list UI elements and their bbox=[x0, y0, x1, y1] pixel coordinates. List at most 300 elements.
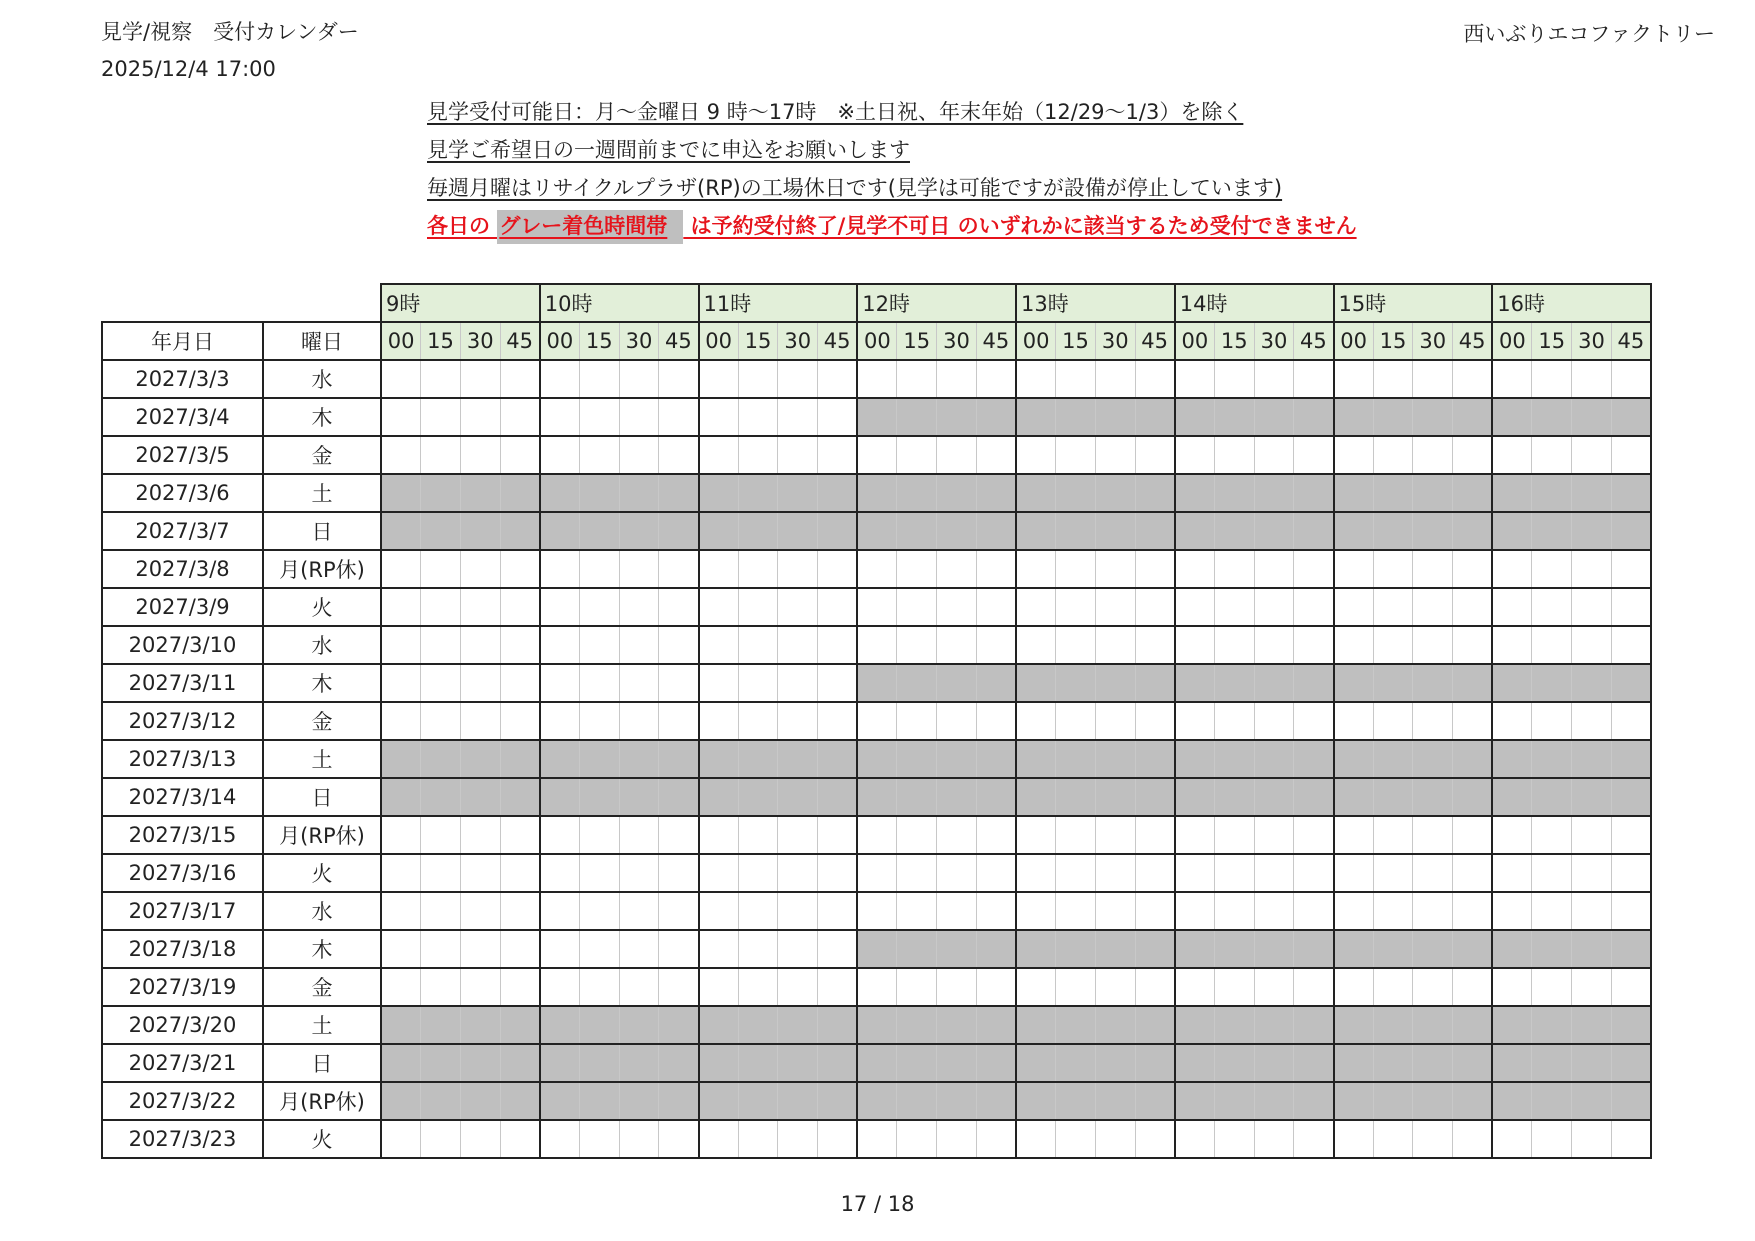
slot-available[interactable] bbox=[460, 968, 500, 1006]
slot-available[interactable] bbox=[1334, 588, 1374, 626]
slot-available[interactable] bbox=[500, 1120, 540, 1158]
slot-available[interactable] bbox=[1572, 816, 1612, 854]
slot-available[interactable] bbox=[857, 892, 897, 930]
slot-available[interactable] bbox=[1175, 550, 1215, 588]
slot-available[interactable] bbox=[540, 968, 580, 1006]
slot-available[interactable] bbox=[1373, 816, 1413, 854]
slot-available[interactable] bbox=[1175, 892, 1215, 930]
slot-available[interactable] bbox=[421, 930, 461, 968]
slot-available[interactable] bbox=[1453, 360, 1493, 398]
slot-available[interactable] bbox=[1214, 550, 1254, 588]
slot-available[interactable] bbox=[1572, 550, 1612, 588]
slot-available[interactable] bbox=[460, 360, 500, 398]
slot-available[interactable] bbox=[1373, 588, 1413, 626]
slot-available[interactable] bbox=[1016, 816, 1056, 854]
slot-available[interactable] bbox=[500, 436, 540, 474]
slot-available[interactable] bbox=[1294, 892, 1334, 930]
slot-available[interactable] bbox=[1095, 1120, 1135, 1158]
slot-available[interactable] bbox=[1611, 626, 1651, 664]
slot-available[interactable] bbox=[1492, 1120, 1532, 1158]
slot-available[interactable] bbox=[1373, 1120, 1413, 1158]
slot-available[interactable] bbox=[1135, 626, 1175, 664]
slot-available[interactable] bbox=[699, 664, 739, 702]
slot-available[interactable] bbox=[976, 1120, 1016, 1158]
slot-available[interactable] bbox=[1611, 436, 1651, 474]
slot-available[interactable] bbox=[500, 398, 540, 436]
slot-available[interactable] bbox=[738, 588, 778, 626]
slot-available[interactable] bbox=[421, 854, 461, 892]
slot-available[interactable] bbox=[1095, 816, 1135, 854]
slot-available[interactable] bbox=[937, 436, 977, 474]
slot-available[interactable] bbox=[500, 360, 540, 398]
slot-available[interactable] bbox=[579, 1120, 619, 1158]
slot-available[interactable] bbox=[738, 816, 778, 854]
slot-available[interactable] bbox=[976, 588, 1016, 626]
slot-available[interactable] bbox=[1572, 854, 1612, 892]
slot-available[interactable] bbox=[421, 550, 461, 588]
slot-available[interactable] bbox=[1611, 854, 1651, 892]
slot-available[interactable] bbox=[778, 360, 818, 398]
slot-available[interactable] bbox=[1175, 1120, 1215, 1158]
slot-available[interactable] bbox=[381, 816, 421, 854]
slot-available[interactable] bbox=[1572, 588, 1612, 626]
slot-available[interactable] bbox=[619, 702, 659, 740]
slot-available[interactable] bbox=[1413, 1120, 1453, 1158]
slot-available[interactable] bbox=[1492, 854, 1532, 892]
slot-available[interactable] bbox=[778, 816, 818, 854]
slot-available[interactable] bbox=[1532, 968, 1572, 1006]
slot-available[interactable] bbox=[1572, 702, 1612, 740]
slot-available[interactable] bbox=[1056, 702, 1096, 740]
slot-available[interactable] bbox=[500, 968, 540, 1006]
slot-available[interactable] bbox=[1016, 436, 1056, 474]
slot-available[interactable] bbox=[1572, 892, 1612, 930]
slot-available[interactable] bbox=[381, 398, 421, 436]
slot-available[interactable] bbox=[1056, 1120, 1096, 1158]
slot-available[interactable] bbox=[659, 398, 699, 436]
slot-available[interactable] bbox=[1056, 892, 1096, 930]
slot-available[interactable] bbox=[1532, 360, 1572, 398]
slot-available[interactable] bbox=[1095, 968, 1135, 1006]
slot-available[interactable] bbox=[1175, 588, 1215, 626]
slot-available[interactable] bbox=[778, 436, 818, 474]
slot-available[interactable] bbox=[1294, 702, 1334, 740]
slot-available[interactable] bbox=[937, 588, 977, 626]
slot-available[interactable] bbox=[1373, 854, 1413, 892]
slot-available[interactable] bbox=[818, 436, 858, 474]
slot-available[interactable] bbox=[1135, 968, 1175, 1006]
slot-available[interactable] bbox=[976, 550, 1016, 588]
slot-available[interactable] bbox=[1373, 702, 1413, 740]
slot-available[interactable] bbox=[1135, 816, 1175, 854]
slot-available[interactable] bbox=[659, 968, 699, 1006]
slot-available[interactable] bbox=[1056, 550, 1096, 588]
slot-available[interactable] bbox=[421, 892, 461, 930]
slot-available[interactable] bbox=[897, 360, 937, 398]
slot-available[interactable] bbox=[857, 854, 897, 892]
slot-available[interactable] bbox=[897, 436, 937, 474]
slot-available[interactable] bbox=[381, 588, 421, 626]
slot-available[interactable] bbox=[579, 930, 619, 968]
slot-available[interactable] bbox=[381, 968, 421, 1006]
slot-available[interactable] bbox=[1572, 1120, 1612, 1158]
slot-available[interactable] bbox=[1294, 360, 1334, 398]
slot-available[interactable] bbox=[540, 930, 580, 968]
slot-available[interactable] bbox=[778, 398, 818, 436]
slot-available[interactable] bbox=[500, 550, 540, 588]
slot-available[interactable] bbox=[421, 816, 461, 854]
slot-available[interactable] bbox=[937, 626, 977, 664]
slot-available[interactable] bbox=[1294, 816, 1334, 854]
slot-available[interactable] bbox=[818, 360, 858, 398]
slot-available[interactable] bbox=[976, 360, 1016, 398]
slot-available[interactable] bbox=[381, 626, 421, 664]
slot-available[interactable] bbox=[1492, 816, 1532, 854]
slot-available[interactable] bbox=[1532, 892, 1572, 930]
slot-available[interactable] bbox=[1532, 816, 1572, 854]
slot-available[interactable] bbox=[818, 550, 858, 588]
slot-available[interactable] bbox=[937, 892, 977, 930]
slot-available[interactable] bbox=[421, 360, 461, 398]
slot-available[interactable] bbox=[1413, 816, 1453, 854]
slot-available[interactable] bbox=[1492, 436, 1532, 474]
slot-available[interactable] bbox=[699, 626, 739, 664]
slot-available[interactable] bbox=[1095, 550, 1135, 588]
slot-available[interactable] bbox=[659, 1120, 699, 1158]
slot-available[interactable] bbox=[579, 702, 619, 740]
slot-available[interactable] bbox=[1016, 1120, 1056, 1158]
slot-available[interactable] bbox=[857, 816, 897, 854]
slot-available[interactable] bbox=[1095, 626, 1135, 664]
slot-available[interactable] bbox=[1214, 588, 1254, 626]
slot-available[interactable] bbox=[1016, 588, 1056, 626]
slot-available[interactable] bbox=[1135, 588, 1175, 626]
slot-available[interactable] bbox=[778, 702, 818, 740]
slot-available[interactable] bbox=[1254, 892, 1294, 930]
slot-available[interactable] bbox=[1532, 436, 1572, 474]
slot-available[interactable] bbox=[540, 360, 580, 398]
slot-available[interactable] bbox=[1175, 360, 1215, 398]
slot-available[interactable] bbox=[619, 892, 659, 930]
slot-available[interactable] bbox=[540, 436, 580, 474]
slot-available[interactable] bbox=[460, 398, 500, 436]
slot-available[interactable] bbox=[460, 436, 500, 474]
slot-available[interactable] bbox=[1214, 626, 1254, 664]
slot-available[interactable] bbox=[421, 398, 461, 436]
slot-available[interactable] bbox=[1373, 436, 1413, 474]
slot-available[interactable] bbox=[1453, 702, 1493, 740]
slot-available[interactable] bbox=[1532, 588, 1572, 626]
slot-available[interactable] bbox=[1294, 854, 1334, 892]
slot-available[interactable] bbox=[1254, 1120, 1294, 1158]
slot-available[interactable] bbox=[1056, 626, 1096, 664]
slot-available[interactable] bbox=[500, 664, 540, 702]
slot-available[interactable] bbox=[500, 626, 540, 664]
slot-available[interactable] bbox=[460, 816, 500, 854]
slot-available[interactable] bbox=[1334, 360, 1374, 398]
slot-available[interactable] bbox=[1254, 550, 1294, 588]
slot-available[interactable] bbox=[1175, 702, 1215, 740]
slot-available[interactable] bbox=[579, 398, 619, 436]
slot-available[interactable] bbox=[937, 550, 977, 588]
slot-available[interactable] bbox=[778, 664, 818, 702]
slot-available[interactable] bbox=[381, 436, 421, 474]
slot-available[interactable] bbox=[937, 702, 977, 740]
slot-available[interactable] bbox=[619, 664, 659, 702]
slot-available[interactable] bbox=[1334, 626, 1374, 664]
slot-available[interactable] bbox=[421, 588, 461, 626]
slot-available[interactable] bbox=[1175, 854, 1215, 892]
slot-available[interactable] bbox=[937, 854, 977, 892]
slot-available[interactable] bbox=[1611, 550, 1651, 588]
slot-available[interactable] bbox=[1453, 436, 1493, 474]
slot-available[interactable] bbox=[857, 550, 897, 588]
slot-available[interactable] bbox=[579, 892, 619, 930]
slot-available[interactable] bbox=[1254, 816, 1294, 854]
slot-available[interactable] bbox=[381, 550, 421, 588]
slot-available[interactable] bbox=[857, 1120, 897, 1158]
slot-available[interactable] bbox=[659, 588, 699, 626]
slot-available[interactable] bbox=[1373, 550, 1413, 588]
slot-available[interactable] bbox=[897, 892, 937, 930]
slot-available[interactable] bbox=[460, 1120, 500, 1158]
slot-available[interactable] bbox=[460, 854, 500, 892]
slot-available[interactable] bbox=[1611, 702, 1651, 740]
slot-available[interactable] bbox=[381, 360, 421, 398]
slot-available[interactable] bbox=[1294, 1120, 1334, 1158]
slot-available[interactable] bbox=[460, 892, 500, 930]
slot-available[interactable] bbox=[897, 550, 937, 588]
slot-available[interactable] bbox=[738, 664, 778, 702]
slot-available[interactable] bbox=[818, 854, 858, 892]
slot-available[interactable] bbox=[699, 436, 739, 474]
slot-available[interactable] bbox=[1294, 626, 1334, 664]
slot-available[interactable] bbox=[937, 968, 977, 1006]
slot-available[interactable] bbox=[857, 968, 897, 1006]
slot-available[interactable] bbox=[1135, 360, 1175, 398]
slot-available[interactable] bbox=[1492, 588, 1532, 626]
slot-available[interactable] bbox=[818, 626, 858, 664]
slot-available[interactable] bbox=[1492, 550, 1532, 588]
slot-available[interactable] bbox=[1056, 968, 1096, 1006]
slot-available[interactable] bbox=[460, 664, 500, 702]
slot-available[interactable] bbox=[500, 816, 540, 854]
slot-available[interactable] bbox=[778, 626, 818, 664]
slot-available[interactable] bbox=[976, 816, 1016, 854]
slot-available[interactable] bbox=[818, 664, 858, 702]
slot-available[interactable] bbox=[1532, 626, 1572, 664]
slot-available[interactable] bbox=[1611, 892, 1651, 930]
slot-available[interactable] bbox=[937, 816, 977, 854]
slot-available[interactable] bbox=[1532, 854, 1572, 892]
slot-available[interactable] bbox=[1016, 702, 1056, 740]
slot-available[interactable] bbox=[1214, 702, 1254, 740]
slot-available[interactable] bbox=[1413, 854, 1453, 892]
slot-available[interactable] bbox=[897, 702, 937, 740]
slot-available[interactable] bbox=[579, 436, 619, 474]
slot-available[interactable] bbox=[1532, 1120, 1572, 1158]
slot-available[interactable] bbox=[857, 626, 897, 664]
slot-available[interactable] bbox=[778, 854, 818, 892]
slot-available[interactable] bbox=[738, 892, 778, 930]
slot-available[interactable] bbox=[1373, 892, 1413, 930]
slot-available[interactable] bbox=[699, 702, 739, 740]
slot-available[interactable] bbox=[540, 398, 580, 436]
slot-available[interactable] bbox=[1294, 550, 1334, 588]
slot-available[interactable] bbox=[1453, 588, 1493, 626]
slot-available[interactable] bbox=[659, 892, 699, 930]
slot-available[interactable] bbox=[1373, 360, 1413, 398]
slot-available[interactable] bbox=[381, 854, 421, 892]
slot-available[interactable] bbox=[818, 968, 858, 1006]
slot-available[interactable] bbox=[1492, 702, 1532, 740]
slot-available[interactable] bbox=[738, 436, 778, 474]
slot-available[interactable] bbox=[1492, 626, 1532, 664]
slot-available[interactable] bbox=[1175, 968, 1215, 1006]
slot-available[interactable] bbox=[1532, 702, 1572, 740]
slot-available[interactable] bbox=[1095, 360, 1135, 398]
slot-available[interactable] bbox=[460, 626, 500, 664]
slot-available[interactable] bbox=[1373, 626, 1413, 664]
slot-available[interactable] bbox=[460, 588, 500, 626]
slot-available[interactable] bbox=[1056, 816, 1096, 854]
slot-available[interactable] bbox=[540, 816, 580, 854]
slot-available[interactable] bbox=[976, 702, 1016, 740]
slot-available[interactable] bbox=[937, 1120, 977, 1158]
slot-available[interactable] bbox=[1056, 360, 1096, 398]
slot-available[interactable] bbox=[619, 626, 659, 664]
slot-available[interactable] bbox=[1453, 550, 1493, 588]
slot-available[interactable] bbox=[699, 360, 739, 398]
slot-available[interactable] bbox=[937, 360, 977, 398]
slot-available[interactable] bbox=[738, 930, 778, 968]
slot-available[interactable] bbox=[1016, 360, 1056, 398]
slot-available[interactable] bbox=[857, 702, 897, 740]
slot-available[interactable] bbox=[619, 588, 659, 626]
slot-available[interactable] bbox=[1611, 1120, 1651, 1158]
slot-available[interactable] bbox=[1056, 436, 1096, 474]
slot-available[interactable] bbox=[1334, 854, 1374, 892]
slot-available[interactable] bbox=[1611, 360, 1651, 398]
slot-available[interactable] bbox=[659, 626, 699, 664]
slot-available[interactable] bbox=[1334, 702, 1374, 740]
slot-available[interactable] bbox=[659, 664, 699, 702]
slot-available[interactable] bbox=[1214, 436, 1254, 474]
slot-available[interactable] bbox=[540, 854, 580, 892]
slot-available[interactable] bbox=[1334, 816, 1374, 854]
slot-available[interactable] bbox=[1492, 968, 1532, 1006]
slot-available[interactable] bbox=[1135, 436, 1175, 474]
slot-available[interactable] bbox=[1214, 968, 1254, 1006]
slot-available[interactable] bbox=[1453, 626, 1493, 664]
slot-available[interactable] bbox=[1413, 626, 1453, 664]
slot-available[interactable] bbox=[1016, 892, 1056, 930]
slot-available[interactable] bbox=[699, 892, 739, 930]
slot-available[interactable] bbox=[540, 1120, 580, 1158]
slot-available[interactable] bbox=[699, 816, 739, 854]
slot-available[interactable] bbox=[1095, 702, 1135, 740]
slot-available[interactable] bbox=[818, 930, 858, 968]
slot-available[interactable] bbox=[1095, 892, 1135, 930]
slot-available[interactable] bbox=[579, 550, 619, 588]
slot-available[interactable] bbox=[778, 588, 818, 626]
slot-available[interactable] bbox=[778, 550, 818, 588]
slot-available[interactable] bbox=[1572, 968, 1612, 1006]
slot-available[interactable] bbox=[1016, 968, 1056, 1006]
slot-available[interactable] bbox=[1254, 702, 1294, 740]
slot-available[interactable] bbox=[1572, 436, 1612, 474]
slot-available[interactable] bbox=[1413, 550, 1453, 588]
slot-available[interactable] bbox=[579, 360, 619, 398]
slot-available[interactable] bbox=[1135, 1120, 1175, 1158]
slot-available[interactable] bbox=[1254, 436, 1294, 474]
slot-available[interactable] bbox=[619, 930, 659, 968]
slot-available[interactable] bbox=[1453, 892, 1493, 930]
slot-available[interactable] bbox=[579, 588, 619, 626]
slot-available[interactable] bbox=[1254, 588, 1294, 626]
slot-available[interactable] bbox=[540, 550, 580, 588]
slot-available[interactable] bbox=[381, 664, 421, 702]
slot-available[interactable] bbox=[659, 550, 699, 588]
slot-available[interactable] bbox=[1572, 360, 1612, 398]
slot-available[interactable] bbox=[500, 930, 540, 968]
slot-available[interactable] bbox=[381, 1120, 421, 1158]
slot-available[interactable] bbox=[897, 816, 937, 854]
slot-available[interactable] bbox=[540, 664, 580, 702]
slot-available[interactable] bbox=[818, 702, 858, 740]
slot-available[interactable] bbox=[1413, 436, 1453, 474]
slot-available[interactable] bbox=[1373, 968, 1413, 1006]
slot-available[interactable] bbox=[619, 360, 659, 398]
slot-available[interactable] bbox=[619, 550, 659, 588]
slot-available[interactable] bbox=[1214, 892, 1254, 930]
slot-available[interactable] bbox=[1095, 436, 1135, 474]
slot-available[interactable] bbox=[778, 892, 818, 930]
slot-available[interactable] bbox=[1254, 626, 1294, 664]
slot-available[interactable] bbox=[619, 968, 659, 1006]
slot-available[interactable] bbox=[818, 1120, 858, 1158]
slot-available[interactable] bbox=[1135, 854, 1175, 892]
slot-available[interactable] bbox=[976, 854, 1016, 892]
slot-available[interactable] bbox=[1611, 968, 1651, 1006]
slot-available[interactable] bbox=[897, 626, 937, 664]
slot-available[interactable] bbox=[1453, 854, 1493, 892]
slot-available[interactable] bbox=[1453, 816, 1493, 854]
slot-available[interactable] bbox=[976, 968, 1016, 1006]
slot-available[interactable] bbox=[1453, 968, 1493, 1006]
slot-available[interactable] bbox=[818, 588, 858, 626]
slot-available[interactable] bbox=[1214, 854, 1254, 892]
slot-available[interactable] bbox=[381, 702, 421, 740]
slot-available[interactable] bbox=[1254, 968, 1294, 1006]
slot-available[interactable] bbox=[1294, 436, 1334, 474]
slot-available[interactable] bbox=[540, 892, 580, 930]
slot-available[interactable] bbox=[1611, 816, 1651, 854]
slot-available[interactable] bbox=[818, 398, 858, 436]
slot-available[interactable] bbox=[857, 588, 897, 626]
slot-available[interactable] bbox=[1135, 550, 1175, 588]
slot-available[interactable] bbox=[857, 360, 897, 398]
slot-available[interactable] bbox=[897, 854, 937, 892]
slot-available[interactable] bbox=[1214, 816, 1254, 854]
slot-available[interactable] bbox=[699, 550, 739, 588]
slot-available[interactable] bbox=[699, 930, 739, 968]
slot-available[interactable] bbox=[579, 816, 619, 854]
slot-available[interactable] bbox=[1532, 550, 1572, 588]
slot-available[interactable] bbox=[976, 892, 1016, 930]
slot-available[interactable] bbox=[579, 664, 619, 702]
slot-available[interactable] bbox=[699, 968, 739, 1006]
